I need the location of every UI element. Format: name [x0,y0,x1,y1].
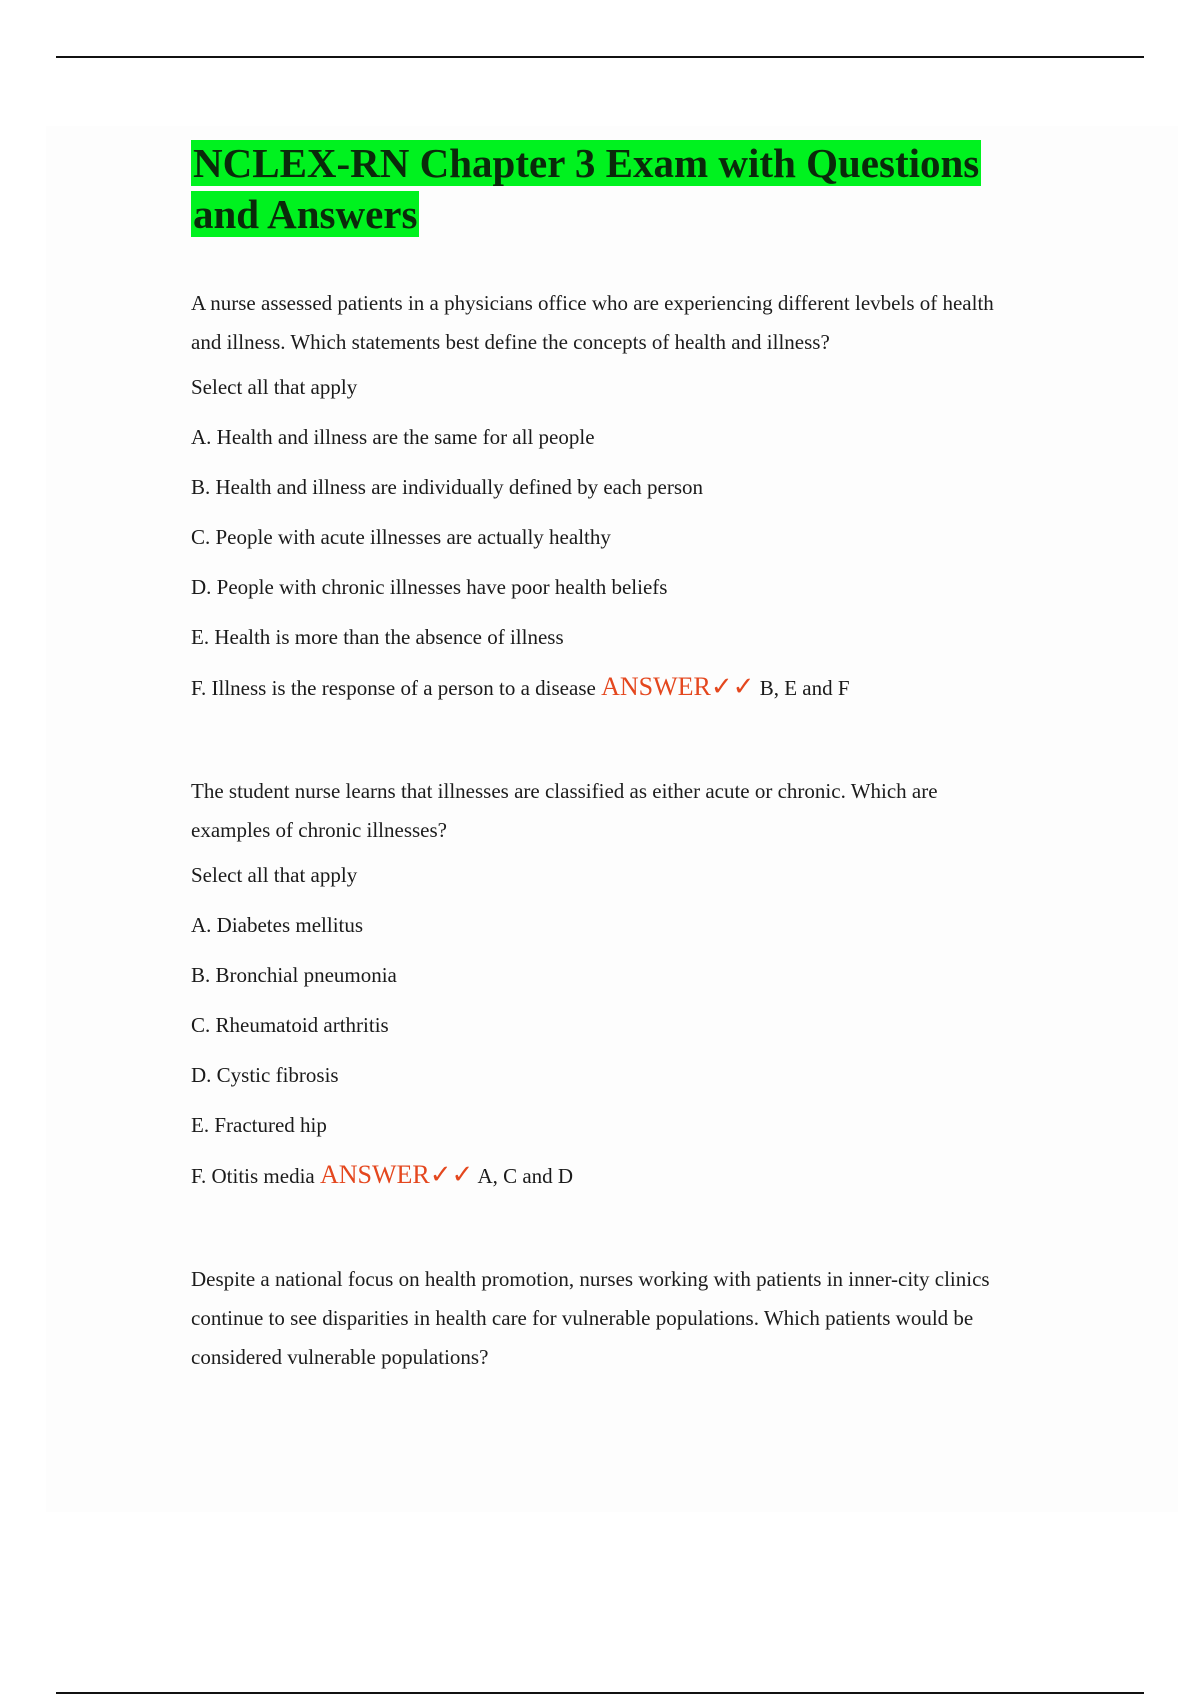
answer-label: ANSWER✓✓ [319,1160,474,1189]
question-1 [191,284,1021,702]
question-stem: The student nurse learns that illnesses are classified as either acute or chronic. Which are examples of chronic illnesses? [191,779,938,842]
option-f: F. Illness is the response of a person to a disease [191,676,596,700]
option-a: A. Health and illness are the same for all people [191,425,595,449]
question-3 [191,1260,1021,1377]
question-spacer [191,1190,1021,1260]
bottom-rule [56,1692,1144,1694]
option-a: A. Diabetes mellitus [191,913,364,937]
title-highlight: NCLEX-RN Chapter 3 Exam with Questions and Answers [193,140,980,237]
document-body [191,138,1021,1388]
document-title [191,138,1021,240]
option-c: C. People with acute illnesses are actually healthy [191,525,611,549]
option-f: F. Otitis media [191,1164,315,1188]
question-2 [191,772,1021,1190]
option-e: E. Health is more than the absence of illness [191,625,564,649]
option-b: B. Bronchial pneumonia [191,963,397,987]
option-b: B. Health and illness are individually defined by each person [191,475,704,499]
question-stem: Despite a national focus on health promotion, nurses working with patients in inner-city clinics continue to see disparities in health care for vulnerable populations. Which patients would be considered vulnerable populations? [191,1267,990,1369]
option-d: D. Cystic fibrosis [191,1063,339,1087]
answer-label: ANSWER✓✓ [601,672,755,701]
option-e: E. Fractured hip [191,1113,327,1137]
option-f-with-answer [191,673,1021,702]
answer-value: B, E and F [759,676,850,700]
question-instruction: Select all that apply [191,375,358,399]
option-c: C. Rheumatoid arthritis [191,1013,389,1037]
question-spacer [191,702,1021,772]
option-d: D. People with chronic illnesses have poor health beliefs [191,575,668,599]
question-stem: A nurse assessed patients in a physicians office who are experiencing different levbels of health and illness. Which statements best define the concepts of health and illness? [191,291,994,354]
option-f-with-answer [191,1161,1021,1190]
top-rule [56,56,1144,58]
question-instruction: Select all that apply [191,863,358,887]
answer-value: A, C and D [477,1164,574,1188]
